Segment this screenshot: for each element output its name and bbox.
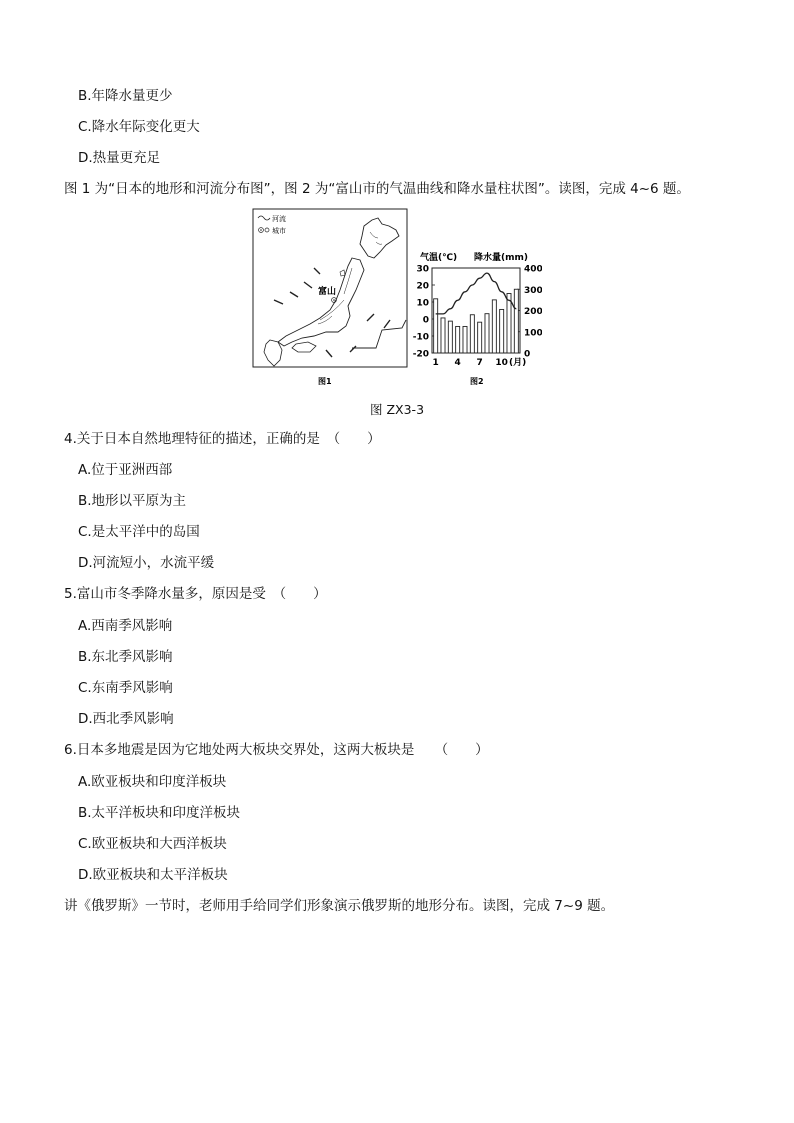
right-tick-label: 100 xyxy=(524,328,542,339)
figure-zx3-3 xyxy=(252,208,542,394)
intro-text-2: 讲《俄罗斯》一节时，老师用手给同学们形象演示俄罗斯的地形分布。读图，完成 7~9 题。 xyxy=(64,898,615,914)
x-tick-label: 1 xyxy=(432,358,439,368)
x-tick-label: 10 xyxy=(495,358,508,368)
option-4d: D.河流短小，水流平缓 xyxy=(78,555,215,571)
option-6c: C.欧亚板块和大西洋板块 xyxy=(78,836,227,852)
map-label: 图1 xyxy=(318,377,332,386)
right-tick-label: 400 xyxy=(524,264,542,275)
precip-bar xyxy=(514,289,518,353)
text-d-prev: D.热量更充足 xyxy=(78,150,161,166)
question-5: 5.富山市冬季降水量多，原因是受 （ ） xyxy=(64,586,327,602)
kyushu-island xyxy=(264,340,282,366)
precip-bar xyxy=(434,299,438,353)
left-tick-label: 30 xyxy=(416,264,429,275)
precip-bar xyxy=(470,315,474,353)
right-tick-label: 200 xyxy=(524,307,542,317)
question-6: 6.日本多地震是因为它地处两大板块交界处，这两大板块是 （ ） xyxy=(64,742,489,758)
current-arrows xyxy=(274,268,390,357)
option-6d: D.欧亚板块和太平洋板块 xyxy=(78,867,228,883)
text-b-prev: B.年降水量更少 xyxy=(78,88,173,104)
option-6b: B.太平洋板块和印度洋板块 xyxy=(78,805,241,821)
shikoku-island xyxy=(292,342,316,352)
precip-bar xyxy=(456,326,460,353)
hokkaido-island xyxy=(360,218,399,258)
chart-label: 图2 xyxy=(470,377,484,386)
right-axis-title: 降水量(mm) xyxy=(474,253,528,263)
right-tick-label: 300 xyxy=(524,285,542,296)
intro-text-1: 图 1 为“日本的地形和河流分布图”，图 2 为“富山市的气温曲线和降水量柱状图”。读图，完成 4~6 题。 xyxy=(64,181,690,197)
option-5b: B.东北季风影响 xyxy=(78,649,173,665)
question-4: 4.关于日本自然地理特征的描述，正确的是 （ ） xyxy=(64,431,381,447)
text-c-prev: C.降水年际变化更大 xyxy=(78,119,200,135)
x-unit-label: (月) xyxy=(509,358,527,368)
legend-city-text: 城市 xyxy=(272,227,286,235)
right-tick-label: 0 xyxy=(524,349,531,360)
option-5a: A.西南季风影响 xyxy=(78,618,173,634)
precip-bar xyxy=(507,294,511,354)
option-5c: C.东南季风影响 xyxy=(78,680,173,696)
trench-line xyxy=(352,320,406,348)
left-tick-label: -10 xyxy=(412,332,429,343)
precip-bars xyxy=(434,289,519,353)
temperature-curve xyxy=(436,273,517,314)
left-tick-label: -20 xyxy=(412,349,429,360)
option-4a: A.位于亚洲西部 xyxy=(78,462,173,478)
left-tick-label: 20 xyxy=(416,281,429,292)
precip-bar xyxy=(448,321,452,353)
precip-bar xyxy=(441,318,445,353)
legend-river-text: 河流 xyxy=(272,215,286,223)
x-tick-label: 4 xyxy=(454,358,461,368)
option-5d: D.西北季风影响 xyxy=(78,711,174,727)
japan-map xyxy=(253,209,407,386)
option-4c: C.是太平洋中的岛国 xyxy=(78,524,200,540)
option-4b: B.地形以平原为主 xyxy=(78,493,187,509)
left-axis-title: 气温(℃) xyxy=(420,253,458,263)
left-tick-label: 0 xyxy=(422,315,429,326)
climate-chart xyxy=(413,251,542,386)
precip-bar xyxy=(478,322,482,353)
precip-bar xyxy=(485,314,489,353)
precip-bar xyxy=(463,326,467,353)
river-legend-icon xyxy=(258,216,270,220)
precip-bar xyxy=(500,309,504,353)
x-axis-ticks xyxy=(433,358,508,368)
toyama-city-label: 富山 xyxy=(318,287,337,297)
precip-bar xyxy=(492,300,496,353)
right-axis-ticks xyxy=(517,265,542,360)
figure-svg xyxy=(252,208,542,390)
left-tick-label: 10 xyxy=(416,298,429,309)
figure-caption: 图 ZX3-3 xyxy=(370,402,425,417)
option-6a: A.欧亚板块和印度洋板块 xyxy=(78,774,227,790)
x-tick-label: 7 xyxy=(476,358,483,368)
